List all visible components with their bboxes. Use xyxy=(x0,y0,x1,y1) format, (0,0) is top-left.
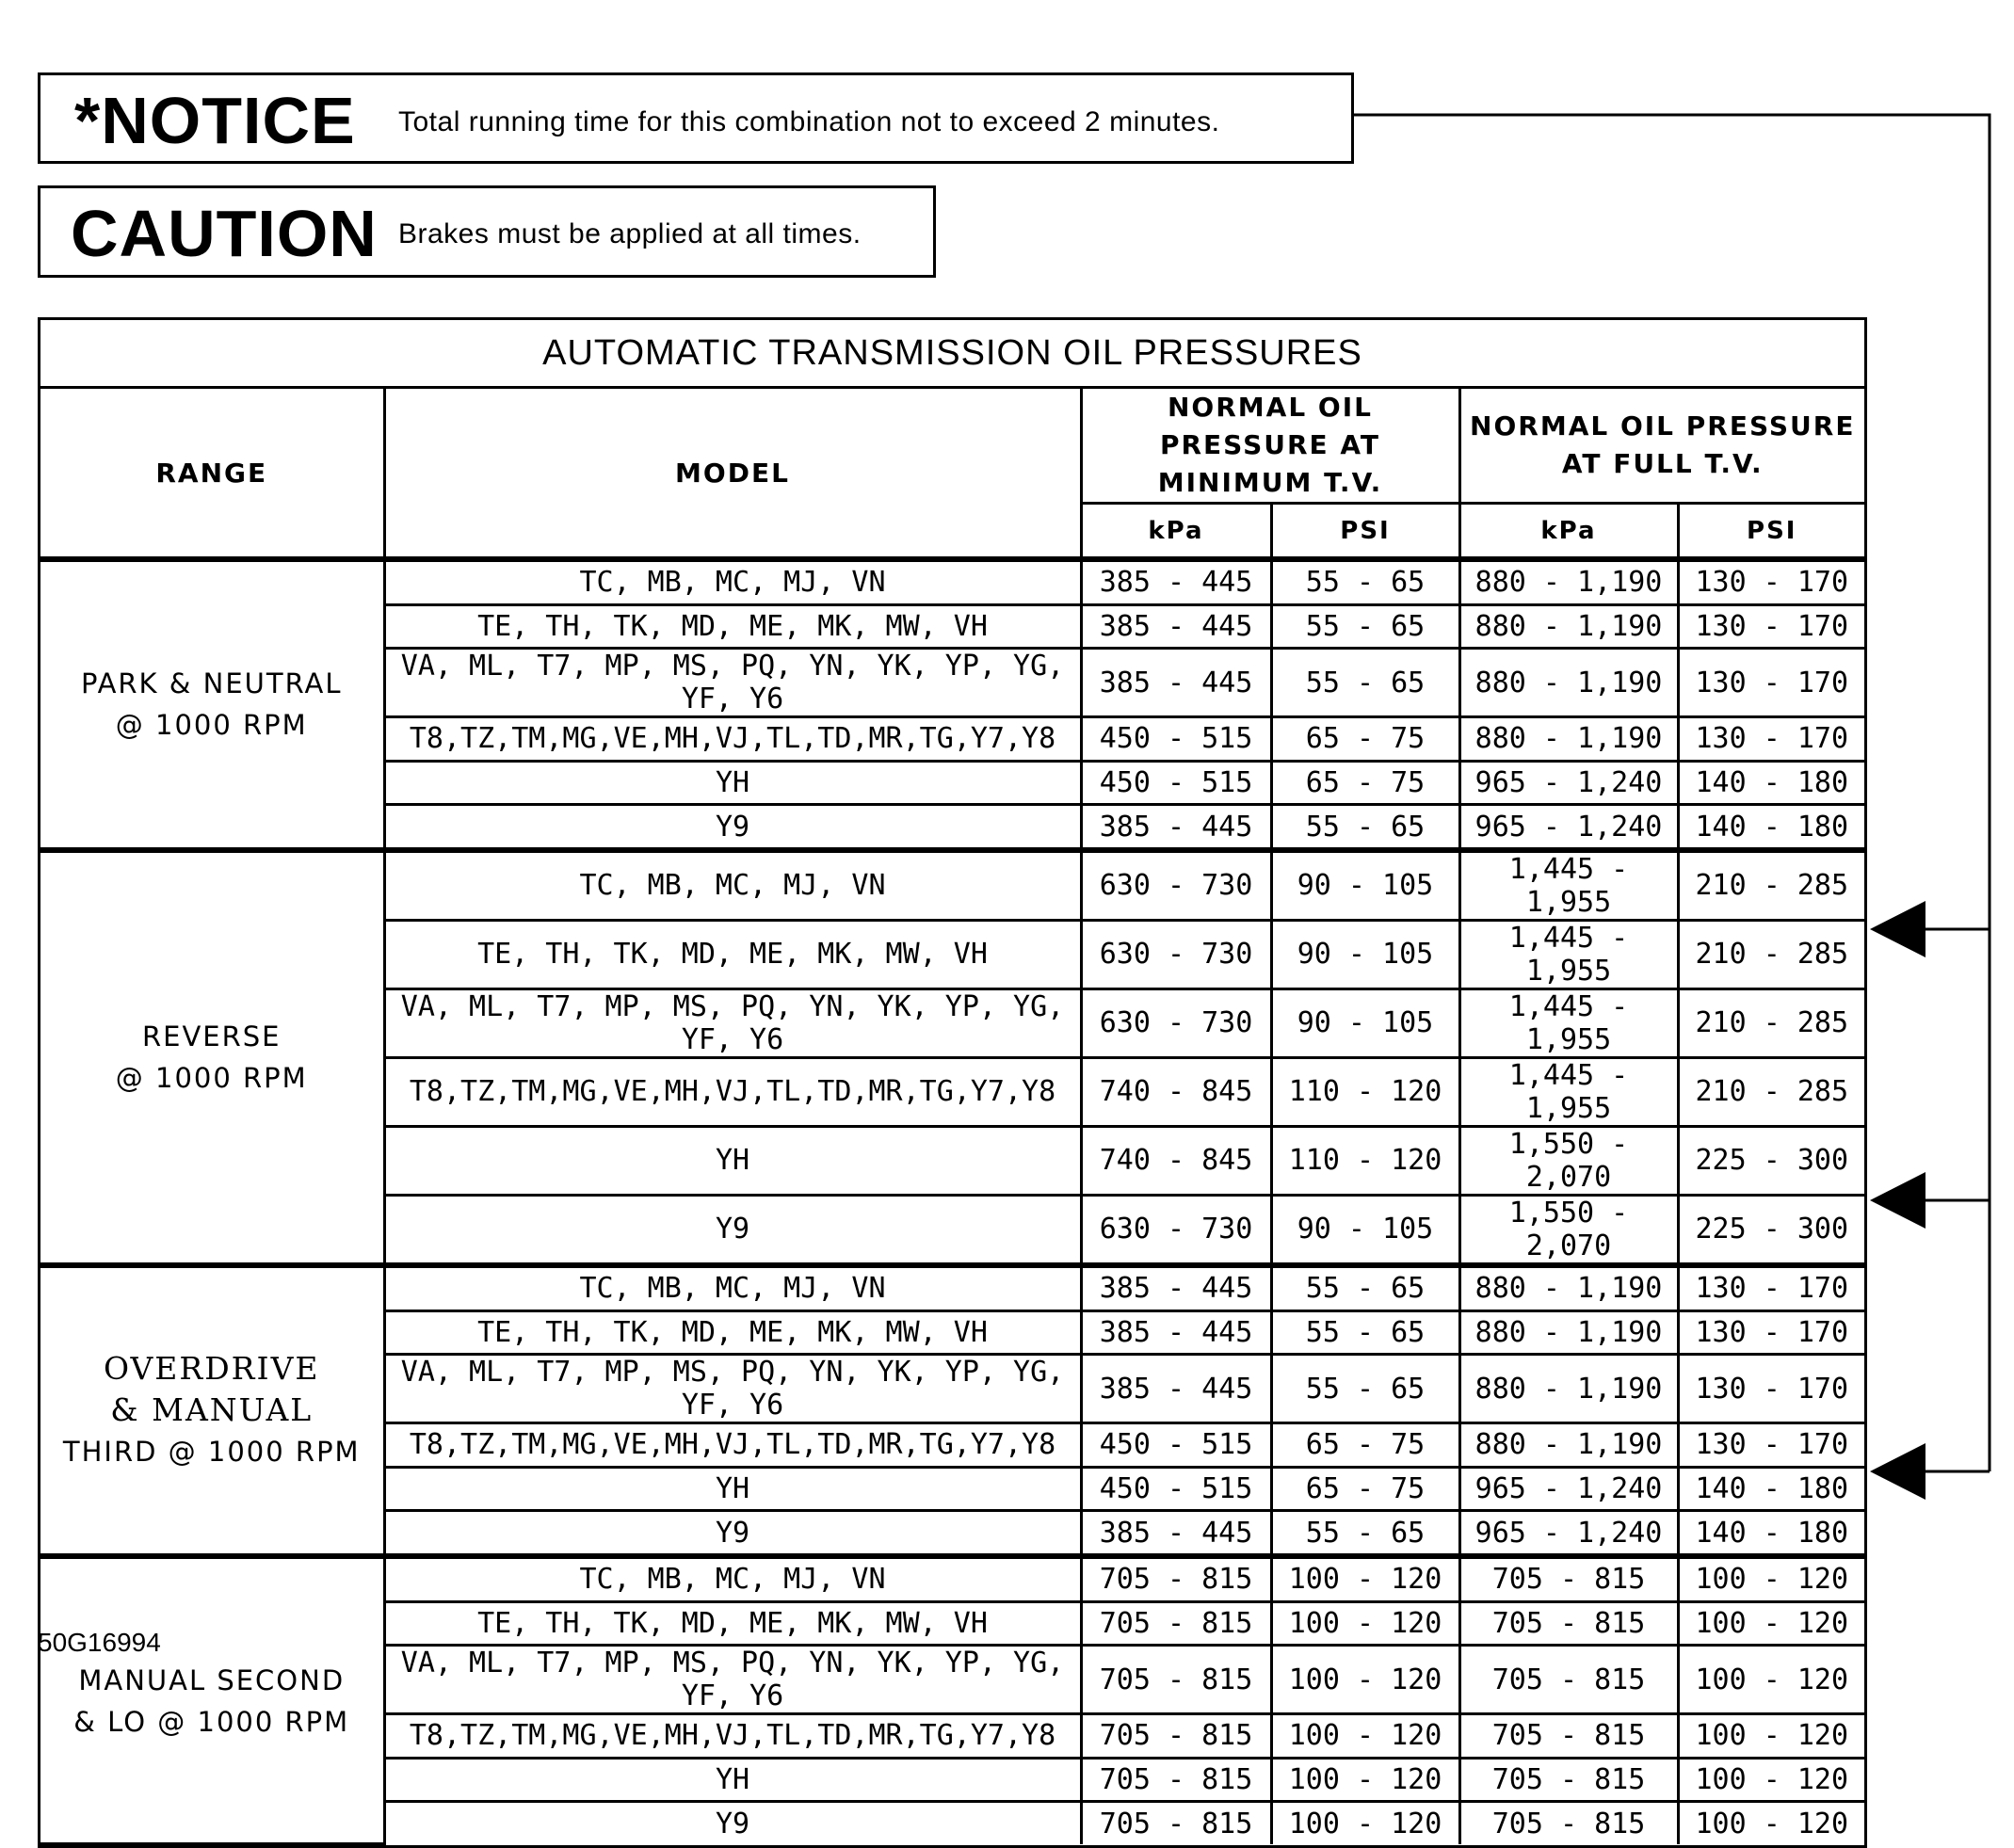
min-psi-cell: 65 - 75 xyxy=(1271,761,1459,805)
full-psi-cell: 100 - 120 xyxy=(1678,1646,1864,1714)
min-psi-cell: 65 - 75 xyxy=(1271,1423,1459,1468)
min-kpa-cell: 450 - 515 xyxy=(1081,717,1271,762)
model-cell: VA, ML, T7, MP, MS, PQ, YN, YK, YP, YG, YF, Y6 xyxy=(384,1355,1081,1423)
min-kpa-cell: 705 - 815 xyxy=(1081,1714,1271,1759)
full-kpa-cell: 880 - 1,190 xyxy=(1459,1310,1678,1355)
arrow-head-overdrive xyxy=(1870,1172,1925,1229)
min-psi-cell: 90 - 105 xyxy=(1271,920,1459,988)
min-psi-cell: 55 - 65 xyxy=(1271,649,1459,717)
full-kpa-cell: 965 - 1,240 xyxy=(1459,761,1678,805)
model-cell: VA, ML, T7, MP, MS, PQ, YN, YK, YP, YG, YF, Y6 xyxy=(384,1646,1081,1714)
model-cell: YH xyxy=(384,1467,1081,1511)
full-kpa-cell: 1,445 - 1,955 xyxy=(1459,1057,1678,1126)
min-psi-cell: 65 - 75 xyxy=(1271,1467,1459,1511)
min-kpa-cell: 705 - 815 xyxy=(1081,1601,1271,1646)
full-kpa-cell: 705 - 815 xyxy=(1459,1601,1678,1646)
model-cell: Y9 xyxy=(384,805,1081,850)
full-psi-cell: 130 - 170 xyxy=(1678,1423,1864,1468)
min-kpa-cell: 385 - 445 xyxy=(1081,1511,1271,1556)
min-psi-cell: 100 - 120 xyxy=(1271,1714,1459,1759)
full-psi-cell: 130 - 170 xyxy=(1678,1265,1864,1310)
range-label-line: & MANUAL xyxy=(110,1391,314,1429)
full-kpa-cell: 880 - 1,190 xyxy=(1459,649,1678,717)
full-psi-cell: 140 - 180 xyxy=(1678,1511,1864,1556)
model-cell: VA, ML, T7, MP, MS, PQ, YN, YK, YP, YG, YF, Y6 xyxy=(384,988,1081,1057)
connector-line xyxy=(1354,115,1990,1471)
model-cell: TE, TH, TK, MD, ME, MK, MW, VH xyxy=(384,604,1081,649)
min-psi-cell: 55 - 65 xyxy=(1271,805,1459,850)
min-psi-cell: 55 - 65 xyxy=(1271,1310,1459,1355)
min-kpa-cell: 630 - 730 xyxy=(1081,988,1271,1057)
full-psi-cell: 210 - 285 xyxy=(1678,850,1864,921)
full-psi-cell: 130 - 170 xyxy=(1678,1355,1864,1423)
full-kpa-cell: 965 - 1,240 xyxy=(1459,1511,1678,1556)
min-kpa-cell: 705 - 815 xyxy=(1081,1758,1271,1802)
min-psi-cell: 55 - 65 xyxy=(1271,1511,1459,1556)
min-kpa-cell: 450 - 515 xyxy=(1081,761,1271,805)
full-kpa-cell: 705 - 815 xyxy=(1459,1556,1678,1601)
range-label-line: @ 1000 RPM xyxy=(115,709,308,742)
min-kpa-cell: 385 - 445 xyxy=(1081,1355,1271,1423)
full-psi-cell: 130 - 170 xyxy=(1678,1310,1864,1355)
header-full-kpa: kPa xyxy=(1459,504,1678,560)
full-kpa-cell: 1,445 - 1,955 xyxy=(1459,988,1678,1057)
full-psi-cell: 130 - 170 xyxy=(1678,559,1864,604)
range-label-line: OVERDRIVE xyxy=(103,1350,320,1388)
min-psi-cell: 55 - 65 xyxy=(1271,1265,1459,1310)
min-kpa-cell: 385 - 445 xyxy=(1081,1265,1271,1310)
min-kpa-cell: 450 - 515 xyxy=(1081,1423,1271,1468)
range-label-line: REVERSE xyxy=(141,1020,282,1053)
min-kpa-cell: 450 - 515 xyxy=(1081,1467,1271,1511)
range-label-line: @ 1000 RPM xyxy=(115,1062,308,1095)
range-label-line: PARK & NEUTRAL xyxy=(80,667,343,700)
min-psi-cell: 100 - 120 xyxy=(1271,1758,1459,1802)
min-kpa-cell: 385 - 445 xyxy=(1081,559,1271,604)
full-psi-cell: 210 - 285 xyxy=(1678,920,1864,988)
full-psi-cell: 210 - 285 xyxy=(1678,1057,1864,1126)
full-kpa-cell: 1,445 - 1,955 xyxy=(1459,920,1678,988)
min-kpa-cell: 385 - 445 xyxy=(1081,805,1271,850)
min-psi-cell: 110 - 120 xyxy=(1271,1126,1459,1195)
min-kpa-cell: 385 - 445 xyxy=(1081,1310,1271,1355)
full-kpa-cell: 880 - 1,190 xyxy=(1459,1265,1678,1310)
header-range: RANGE xyxy=(40,389,384,559)
model-cell: YH xyxy=(384,1758,1081,1802)
arrow-head-reverse xyxy=(1870,901,1925,957)
min-psi-cell: 65 - 75 xyxy=(1271,717,1459,762)
arrow-head-manual xyxy=(1870,1443,1925,1500)
min-kpa-cell: 385 - 445 xyxy=(1081,604,1271,649)
full-psi-cell: 130 - 170 xyxy=(1678,604,1864,649)
min-psi-cell: 55 - 65 xyxy=(1271,559,1459,604)
full-psi-cell: 140 - 180 xyxy=(1678,805,1864,850)
model-cell: TC, MB, MC, MJ, VN xyxy=(384,850,1081,921)
figure-id: 50G16994 xyxy=(38,1628,161,1657)
model-cell: VA, ML, T7, MP, MS, PQ, YN, YK, YP, YG, YF, Y6 xyxy=(384,649,1081,717)
model-cell: TE, TH, TK, MD, ME, MK, MW, VH xyxy=(384,1310,1081,1355)
min-kpa-cell: 705 - 815 xyxy=(1081,1556,1271,1601)
range-label-line: THIRD @ 1000 RPM xyxy=(62,1436,361,1469)
full-kpa-cell: 880 - 1,190 xyxy=(1459,1355,1678,1423)
caution-label: CAUTION xyxy=(71,197,378,270)
model-cell: YH xyxy=(384,1126,1081,1195)
model-cell: TE, TH, TK, MD, ME, MK, MW, VH xyxy=(384,1601,1081,1646)
model-cell: Y9 xyxy=(384,1195,1081,1265)
min-kpa-cell: 630 - 730 xyxy=(1081,850,1271,921)
full-psi-cell: 140 - 180 xyxy=(1678,1467,1864,1511)
range-label-line: & LO @ 1000 RPM xyxy=(73,1705,350,1738)
min-psi-cell: 55 - 65 xyxy=(1271,604,1459,649)
full-kpa-cell: 705 - 815 xyxy=(1459,1758,1678,1802)
min-kpa-cell: 740 - 845 xyxy=(1081,1057,1271,1126)
full-kpa-cell: 1,550 - 2,070 xyxy=(1459,1126,1678,1195)
min-psi-cell: 100 - 120 xyxy=(1271,1646,1459,1714)
full-kpa-cell: 965 - 1,240 xyxy=(1459,1467,1678,1511)
min-psi-cell: 90 - 105 xyxy=(1271,988,1459,1057)
min-psi-cell: 100 - 120 xyxy=(1271,1802,1459,1844)
min-kpa-cell: 705 - 815 xyxy=(1081,1802,1271,1844)
full-kpa-cell: 880 - 1,190 xyxy=(1459,1423,1678,1468)
model-cell: TC, MB, MC, MJ, VN xyxy=(384,1265,1081,1310)
min-kpa-cell: 630 - 730 xyxy=(1081,920,1271,988)
model-cell: T8,TZ,TM,MG,VE,MH,VJ,TL,TD,MR,TG,Y7,Y8 xyxy=(384,1714,1081,1759)
full-kpa-cell: 965 - 1,240 xyxy=(1459,805,1678,850)
full-psi-cell: 210 - 285 xyxy=(1678,988,1864,1057)
min-psi-cell: 90 - 105 xyxy=(1271,850,1459,921)
model-cell: YH xyxy=(384,761,1081,805)
full-psi-cell: 130 - 170 xyxy=(1678,717,1864,762)
min-psi-cell: 100 - 120 xyxy=(1271,1556,1459,1601)
min-kpa-cell: 630 - 730 xyxy=(1081,1195,1271,1265)
full-psi-cell: 100 - 120 xyxy=(1678,1601,1864,1646)
min-psi-cell: 100 - 120 xyxy=(1271,1601,1459,1646)
min-psi-cell: 55 - 65 xyxy=(1271,1355,1459,1423)
notice-text: Total running time for this combination not to exceed 2 minutes. xyxy=(398,106,1220,137)
full-kpa-cell: 1,550 - 2,070 xyxy=(1459,1195,1678,1265)
header-full-psi: PSI xyxy=(1678,504,1864,560)
full-psi-cell: 225 - 300 xyxy=(1678,1195,1864,1265)
header-full-tv: NORMAL OIL PRESSURE AT FULL T.V. xyxy=(1459,389,1864,504)
full-kpa-cell: 880 - 1,190 xyxy=(1459,604,1678,649)
full-kpa-cell: 705 - 815 xyxy=(1459,1802,1678,1844)
model-cell: TE, TH, TK, MD, ME, MK, MW, VH xyxy=(384,920,1081,988)
range-label-line: MANUAL SECOND xyxy=(78,1663,346,1696)
full-kpa-cell: 880 - 1,190 xyxy=(1459,717,1678,762)
model-cell: TC, MB, MC, MJ, VN xyxy=(384,1556,1081,1601)
full-psi-cell: 225 - 300 xyxy=(1678,1126,1864,1195)
min-kpa-cell: 740 - 845 xyxy=(1081,1126,1271,1195)
min-kpa-cell: 385 - 445 xyxy=(1081,649,1271,717)
min-psi-cell: 110 - 120 xyxy=(1271,1057,1459,1126)
full-psi-cell: 100 - 120 xyxy=(1678,1758,1864,1802)
header-model: MODEL xyxy=(384,389,1081,559)
full-psi-cell: 130 - 170 xyxy=(1678,649,1864,717)
full-kpa-cell: 1,445 - 1,955 xyxy=(1459,850,1678,921)
notice-label: *NOTICE xyxy=(74,84,356,157)
table-title: AUTOMATIC TRANSMISSION OIL PRESSURES xyxy=(40,320,1864,389)
model-cell: T8,TZ,TM,MG,VE,MH,VJ,TL,TD,MR,TG,Y7,Y8 xyxy=(384,717,1081,762)
min-psi-cell: 90 - 105 xyxy=(1271,1195,1459,1265)
model-cell: Y9 xyxy=(384,1802,1081,1844)
model-cell: T8,TZ,TM,MG,VE,MH,VJ,TL,TD,MR,TG,Y7,Y8 xyxy=(384,1057,1081,1126)
full-kpa-cell: 705 - 815 xyxy=(1459,1646,1678,1714)
model-cell: T8,TZ,TM,MG,VE,MH,VJ,TL,TD,MR,TG,Y7,Y8 xyxy=(384,1423,1081,1468)
full-psi-cell: 100 - 120 xyxy=(1678,1714,1864,1759)
model-cell: Y9 xyxy=(384,1511,1081,1556)
full-kpa-cell: 880 - 1,190 xyxy=(1459,559,1678,604)
min-kpa-cell: 705 - 815 xyxy=(1081,1646,1271,1714)
full-kpa-cell: 705 - 815 xyxy=(1459,1714,1678,1759)
model-cell: TC, MB, MC, MJ, VN xyxy=(384,559,1081,604)
header-min-tv: NORMAL OIL PRESSURE AT MINIMUM T.V. xyxy=(1081,389,1459,504)
full-psi-cell: 140 - 180 xyxy=(1678,761,1864,805)
full-psi-cell: 100 - 120 xyxy=(1678,1556,1864,1601)
full-psi-cell: 100 - 120 xyxy=(1678,1802,1864,1844)
header-min-psi: PSI xyxy=(1271,504,1459,560)
caution-text: Brakes must be applied at all times. xyxy=(398,218,862,249)
header-min-kpa: kPa xyxy=(1081,504,1271,560)
